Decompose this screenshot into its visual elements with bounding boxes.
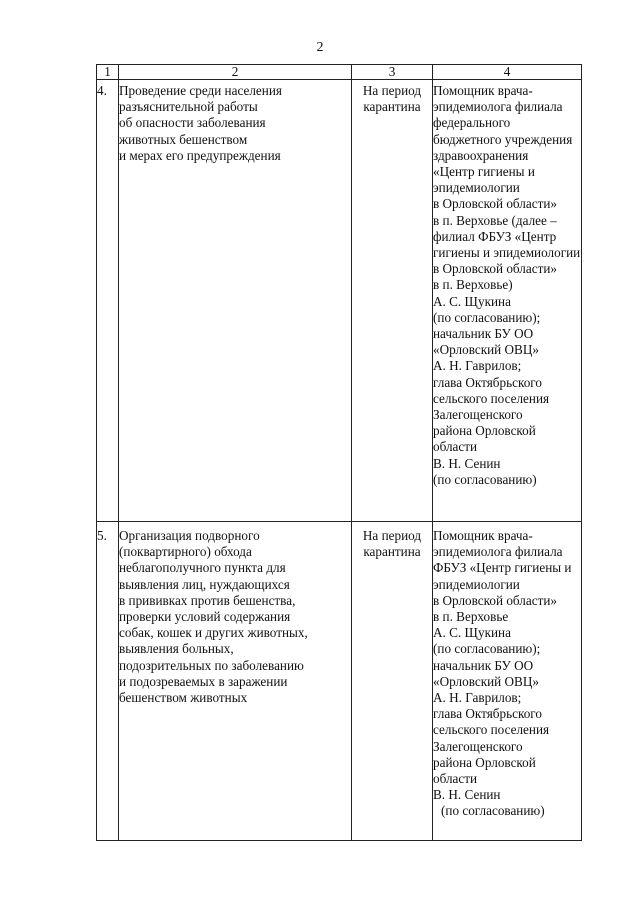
text-line: А. Н. Гаврилов; [433,358,522,374]
text-line: филиал ФБУЗ «Центр [433,228,557,244]
text-line: На период [362,83,422,98]
text-line: области [433,439,478,455]
text-line: Помощник врача- [433,83,533,98]
table-row [97,522,582,841]
text-line: бешенством животных [119,690,248,706]
text-line: «Центр гигиены и [433,164,535,180]
text-line: сельского поселения [433,390,550,406]
text-line: в п. Верховье (далее – [433,212,557,228]
text-line: Проведение среди населения [119,83,282,98]
text-line: (по согласованию) [433,471,537,487]
text-line: и мерах его предупреждения [119,147,281,163]
text-line: «Орловский ОВЦ» [433,342,539,358]
measure-text [119,522,352,841]
text-line: федерального [433,115,511,131]
text-line: животных бешенством [119,131,248,147]
text-line: выявления лиц, нуждающихся [119,576,290,592]
text-line: в п. Верховье) [433,277,513,293]
text-line: (по согласованию); [433,309,541,325]
text-line: сельского поселения [433,722,550,738]
column-number-2: 2 [119,65,352,80]
text-line: В. Н. Сенин [433,787,501,803]
text-line: в Орловской области» [433,196,558,212]
text-line: подозрительных по заболеванию [119,657,304,673]
text-line: А. Н. Гаврилов; [433,690,522,706]
text-line: (по согласованию) [441,803,545,819]
text-line: карантина [363,99,421,115]
measure-text [119,80,352,522]
text-line: А. С. Щукина [433,625,511,641]
text-line: района Орловской [433,754,536,770]
responsible-text [433,522,582,841]
text-line: начальник БУ ОО [433,657,534,673]
text-line: проверки условий содержания [119,609,291,625]
column-number-4: 4 [433,65,582,80]
text-line: карантина [363,544,421,560]
text-line: здравоохранения [433,147,529,163]
page-number: 2 [316,40,324,55]
text-line: «Орловский ОВЦ» [433,673,539,689]
text-line: в Орловской области» [433,261,558,277]
text-line: неблагополучного пункта для [119,560,286,576]
text-line: и подозреваемых в заражении [119,673,288,689]
text-line: Организация подворного [119,528,260,543]
column-number-3: 3 [352,65,433,80]
text-line: района Орловской [433,423,536,439]
text-line: в п. Верховье [433,609,509,625]
text-line: собак, кошек и других животных, [119,625,308,641]
responsible-text [433,80,582,522]
period-text [352,80,433,522]
text-line: начальник БУ ОО [433,326,534,342]
text-line: эпидемиолога филиала [433,99,563,115]
text-line: ФБУЗ «Центр гигиены и [433,560,572,576]
text-line: (по согласованию); [433,641,541,657]
text-line: выявления больных, [119,641,234,657]
row-number: 4. [97,80,119,522]
text-line: (поквартирного) обхода [119,544,252,560]
text-line: А. С. Щукина [433,293,511,309]
text-line: об опасности заболевания [119,115,266,131]
text-line: эпидемиологии [433,180,520,196]
text-line: в прививках против бешенства, [119,592,296,608]
text-line: в Орловской области» [433,592,558,608]
text-line: эпидемиолога филиала [433,544,563,560]
period-text [352,522,433,841]
text-line: эпидемиологии [433,576,520,592]
text-line: гигиены и эпидемиологии [433,245,581,261]
text-line: бюджетного учреждения [433,131,573,147]
column-number-1: 1 [97,65,119,80]
text-line: глава Октябрьского [433,374,542,390]
text-line: На период [362,528,422,543]
text-line: области [433,771,478,787]
text-line: Помощник врача- [433,528,533,543]
row-number: 5. [97,522,119,841]
column-number-row [97,65,582,80]
text-line: Залегощенского [433,407,523,423]
text-line: В. Н. Сенин [433,455,501,471]
table-row [97,80,582,522]
text-line: глава Октябрьского [433,706,542,722]
text-line: Залегощенского [433,738,523,754]
text-line: разъяснительной работы [119,99,258,115]
measures-table [96,64,582,841]
